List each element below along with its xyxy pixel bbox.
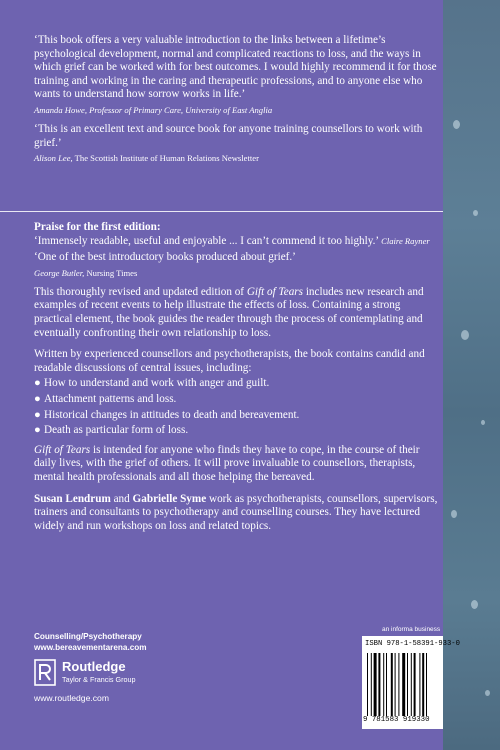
- author-bio: Susan Lendrum and Gabrielle Syme work as psychotherapists, counsellors, supervisors, trainers and consultants to psychotherapy and counselling courses. They have lectured widely and run workshops on loss and related topics.: [34, 492, 438, 532]
- description-paragraph: Written by experienced counsellors and psychotherapists, the book contains candid and readable discussions of central issues, including:: [34, 348, 425, 374]
- bullet-list: [34, 377, 438, 437]
- list-item: ● How to understand and work with anger and guilt.: [34, 377, 270, 390]
- review-attribution: Alison Lee, The Scottish Institute of Human Relations Newsletter: [34, 153, 259, 164]
- routledge-emblem-icon: [34, 659, 56, 686]
- informa-label: an informa business: [382, 626, 441, 633]
- cover-text-lower: [34, 221, 438, 533]
- list-item: ● Attachment patterns and loss.: [34, 392, 177, 405]
- review-attribution: George Butler, Nursing Times: [34, 267, 138, 278]
- rain-glass-strip: [443, 0, 500, 750]
- review-quote: ‘This is an excellent text and source book for anyone training counsellors to work with grief.’: [34, 122, 423, 149]
- publisher-name: Routledge: [62, 659, 126, 674]
- review-attribution: Amanda Howe, Professor of Primary Care, University of East Anglia: [34, 104, 273, 115]
- description-paragraph: This thoroughly revised and updated edition of Gift of Tears includes new research and examples of recent events to help illustrate the effects of loss. Containing a strong practical element, the book guides the reader through the process of contemplating and eventually confronting their own relationship to loss.: [34, 285, 424, 339]
- category-label: Counselling/Psychotherapy: [34, 632, 142, 641]
- description-paragraph: Gift of Tears is intended for anyone who finds they have to cope, in the course of their daily lives, with the grief of others. It will prove invaluable to counsellors, therapists, mental health professionals and all those helping the bereaved.: [34, 443, 420, 483]
- publisher-logo: [34, 659, 136, 691]
- list-item: ● Death as particular form of loss.: [34, 424, 189, 437]
- isbn-label: ISBN 978-1-58391-933-0: [365, 640, 460, 648]
- review-quote: ‘One of the best introductory books produced about grief.’: [34, 251, 296, 264]
- category-block: [34, 631, 147, 653]
- divider: [0, 211, 443, 212]
- publisher-group: Taylor & Francis Group: [62, 675, 136, 684]
- category-url: www.bereavementarena.com: [34, 643, 147, 652]
- publisher-url: www.routledge.com: [34, 693, 109, 703]
- cover-text: [34, 34, 438, 171]
- barcode-bars: [367, 653, 439, 716]
- barcode-digits: 9 781583 919330: [363, 716, 430, 724]
- review-quote: ‘This book offers a very valuable introduction to the links between a lifetime’s psychological development, normal and complicated reactions to loss, and the ways in which grief can be worked with for best outcomes. I would highly recommend it for those training and working in the caring and therapeutic professions, and to anyone else who wants to understand how sorrow works in life.’: [34, 34, 437, 101]
- barcode: [362, 636, 460, 729]
- list-item: ● Historical changes in attitudes to death and bereavement.: [34, 408, 300, 421]
- review-quote: ‘Immensely readable, useful and enjoyable ... I can’t commend it too highly.’ Claire Rayner: [34, 234, 430, 247]
- section-heading: Praise for the first edition:: [34, 221, 161, 233]
